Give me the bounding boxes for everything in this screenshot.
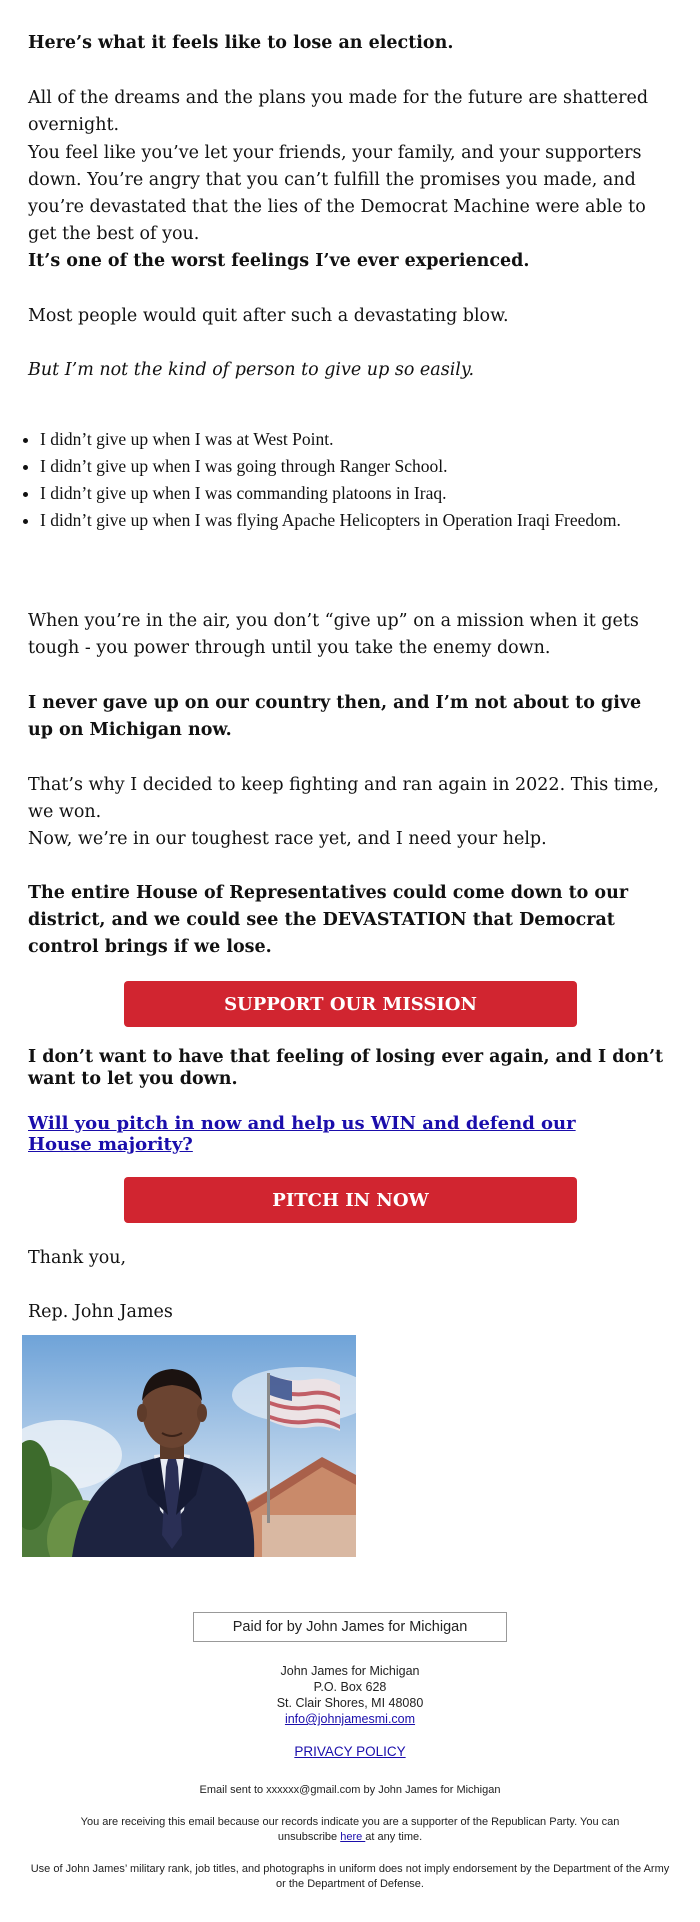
privacy-policy-link[interactable]: PRIVACY POLICY (294, 1744, 406, 1759)
bold-paragraph: I never gave up on our country then, and I’m not about to give up on Michigan now. (28, 693, 642, 740)
military-disclaimer: Use of John James’ military rank, job titles, and photographs in uniform does not imply endorsement by the Department of the Army or the Department of Defense. (30, 1863, 670, 1890)
list-item: • I didn’t give up when I was commanding platoons in Iraq. (40, 480, 660, 507)
receiving-text: You are receiving this email because our records indicate you are a supporter of the Republican Party. You can unsubscribe (80, 1816, 620, 1843)
portrait-image (22, 1335, 356, 1557)
bold-paragraph: It’s one of the worst feelings I’ve ever experienced. (28, 251, 530, 271)
bold-paragraph: The entire House of Representatives could come down to our district, and we could see the DEVASTATION that Democrat control brings if we lose. (28, 883, 629, 957)
unsubscribe-notice (60, 1815, 640, 1845)
paragraph: Most people would quit after such a devastating blow. (28, 306, 509, 326)
paragraph: Now, we’re in our toughest race yet, and I need your help. (28, 829, 547, 849)
paragraph: All of the dreams and the plans you made for the future are shattered overnight. (28, 88, 649, 135)
paragraph: You feel like you’ve let your friends, your family, and your supporters down. You’re angry that you can’t fulfill the promises you made, and you’re devastated that the lies of the Democrat Machine were able to get the best of you. (28, 143, 646, 244)
support-our-mission-button[interactable]: SUPPORT OUR MISSION (124, 981, 577, 1027)
list-item: • I didn’t give up when I was going through Ranger School. (40, 453, 660, 480)
receiving-text-end: at any time. (365, 1831, 423, 1843)
donate-ask-link[interactable]: Will you pitch in now and help us WIN and defend our House majority? (28, 1113, 576, 1155)
thanks-text: Thank you, (28, 1248, 127, 1268)
pitch-in-now-button[interactable]: PITCH IN NOW (124, 1177, 577, 1223)
paragraph: When you’re in the air, you don’t “give up” on a mission when it gets tough - you power through until you take the enemy down. (28, 611, 639, 658)
paragraph: That’s why I decided to keep fighting and ran again in 2022. This time, we won. (28, 775, 659, 822)
email-sent-to: Email sent to xxxxxx@gmail.com by John James for Michigan (199, 1784, 501, 1796)
po-box: P.O. Box 628 (313, 1680, 387, 1694)
candidate-photo (22, 1335, 356, 1557)
italic-paragraph: But I’m not the kind of person to give up so easily. (28, 360, 475, 380)
unsubscribe-link[interactable]: here (340, 1831, 366, 1843)
bullet-list (12, 426, 660, 534)
contact-email-link[interactable]: info@johnjamesmi.com (284, 1712, 416, 1726)
city-state-zip: St. Clair Shores, MI 48080 (276, 1696, 424, 1710)
signature-name: Rep. John James (28, 1302, 173, 1322)
org-name: John James for Michigan (280, 1664, 420, 1678)
list-item: • I didn’t give up when I was at West Point. (40, 426, 660, 453)
bold-paragraph: I don’t want to have that feeling of losing ever again, and I don’t want to let you down. (28, 1047, 664, 1089)
list-item: • I didn’t give up when I was flying Apache Helicopters in Operation Iraqi Freedom. (40, 507, 660, 534)
headline: Here’s what it feels like to lose an election. (28, 33, 454, 53)
mailing-address (0, 1663, 700, 1727)
paid-for-disclaimer-box: Paid for by John James for Michigan (193, 1612, 507, 1642)
